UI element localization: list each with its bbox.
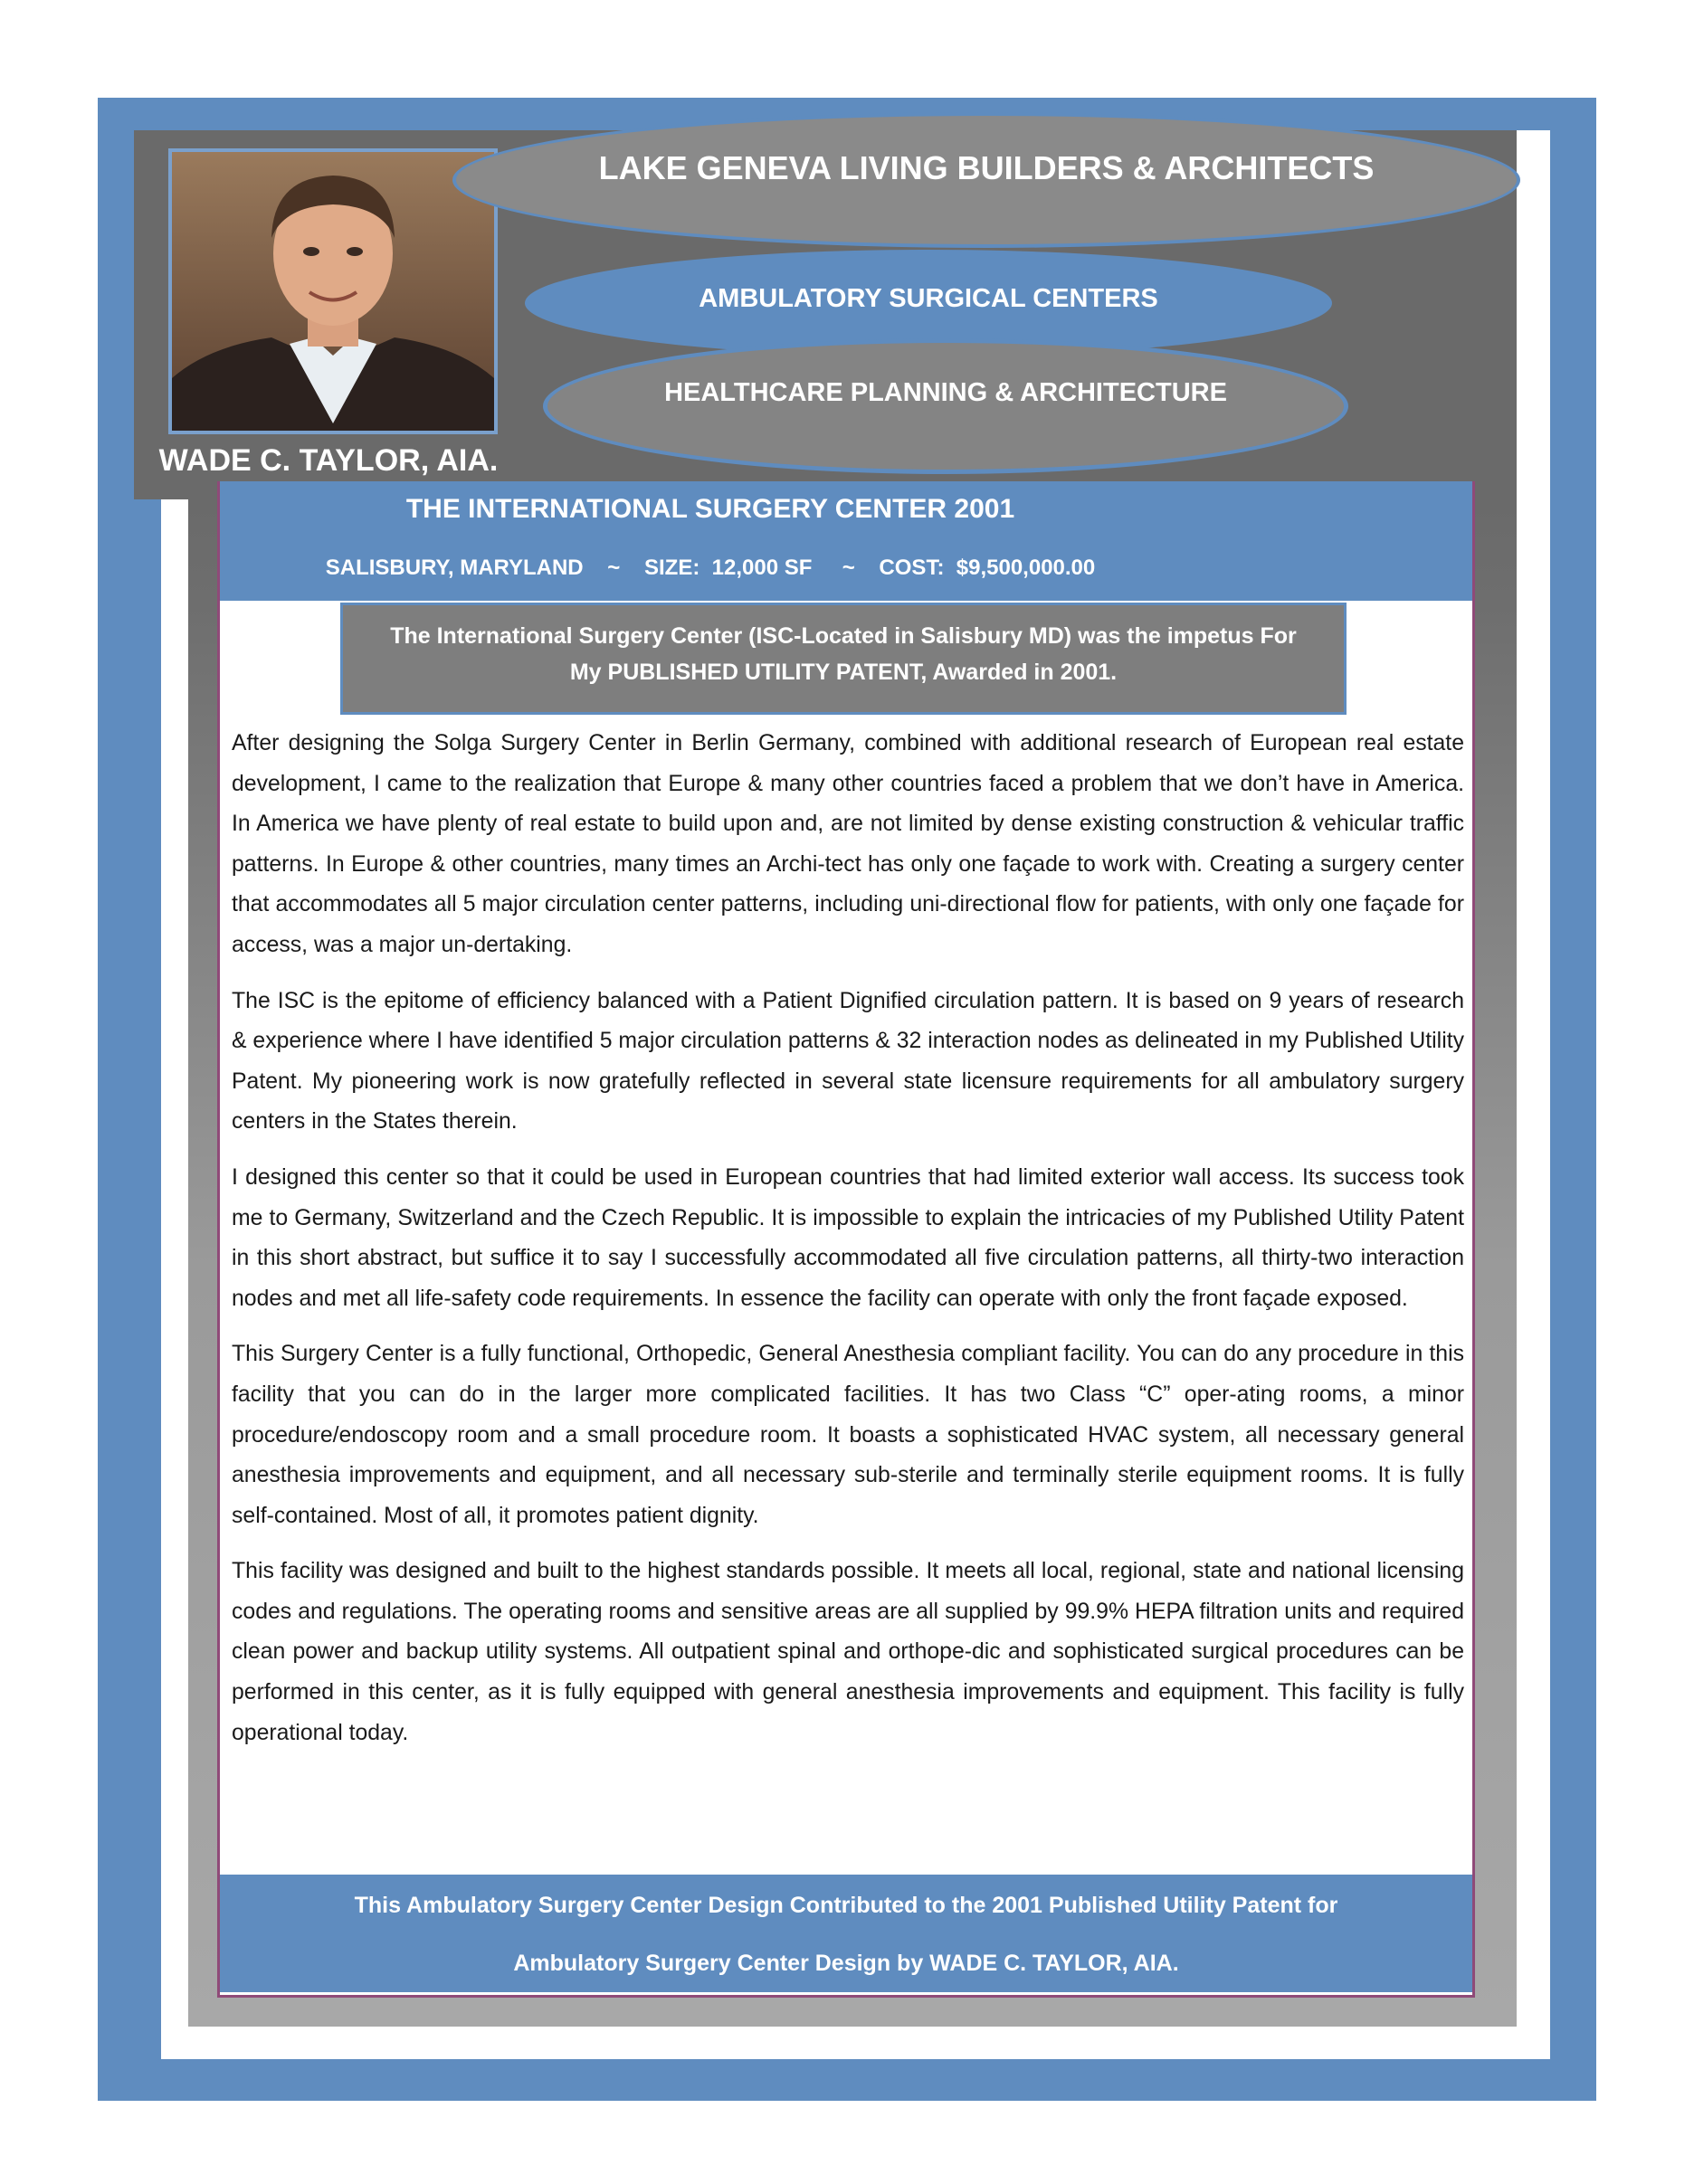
company-name-title: LAKE GENEVA LIVING BUILDERS & ARCHITECTS	[452, 112, 1520, 248]
project-banner	[220, 481, 1472, 601]
footer-line-1: This Ambulatory Surgery Center Design Contributed to the 2001 Published Utility Patent for	[354, 1893, 1338, 1918]
body-paragraph: This Surgery Center is a fully functional, Orthopedic, General Anesthesia compliant facility. You can do any procedure in this facility that you can do in the larger more complicated facilities. It has two Class “C” oper-ating rooms, a minor procedure/endoscopy room and a small procedure room. It boasts a sophisticated HVAC system, all necessary general anesthesia improvements and equipment, and all necessary sub-sterile and terminally sterile equipment rooms. It is fully self-contained. Most of all, it promotes patient dignity.	[232, 1342, 1464, 1528]
portrait-illustration	[172, 152, 494, 431]
body-paragraph: After designing the Solga Surgery Center in Berlin Germany, combined with additional research of European real estate development, I came to the realization that Europe & many other countries faced a problem that we don’t have in America. In America we have plenty of real estate to build upon and, are not limited by dense existing construction & vehicular traffic patterns. In Europe & other countries, many times an Archi-tect has only one façade to work with. Creating a surgery center that accommodates all 5 major circulation center patterns, including uni-directional flow for patients, with only one façade for access, was a major un-dertaking.	[232, 731, 1464, 957]
specialty-ambulatory-surgical-centers: AMBULATORY SURGICAL CENTERS	[525, 250, 1332, 356]
impetus-callout	[340, 603, 1347, 715]
body-paragraph: This facility was designed and built to the highest standards possible. It meets all local, regional, state and national licensing codes and regulations. The operating rooms and sensitive areas are all supplied by 99.9% HEPA filtration units and required clean power and backup utility systems. All outpatient spinal and orthope-dic and sophisticated surgical procedures can be performed in this center, as it is fully equipped with general anesthesia improvements and equipment. This facility is fully operational today.	[232, 1559, 1464, 1745]
specialty-healthcare-planning: HEALTHCARE PLANNING & ARCHITECTURE	[543, 338, 1348, 474]
project-title: THE INTERNATIONAL SURGERY CENTER 2001	[405, 494, 1015, 524]
architect-name-label: WADE C. TAYLOR, AIA.	[158, 443, 499, 478]
body-paragraph: I designed this center so that it could be used in European countries that had limited exterior wall access. Its success took me to Germany, Switzerland and the Czech Republic. It is impossible to explain the intricacies of my Published Utility Patent in this short abstract, but suffice it to say I successfully accommodated all five circulation patterns, all thirty-two interaction nodes and met all life-safety code requirements. In essence the facility can operate with only the front façade exposed.	[232, 1164, 1464, 1311]
architect-portrait-photo	[168, 148, 498, 434]
project-details: SALISBURY, MARYLAND ~ SIZE: 12,000 SF ~ COST: $9,500,000.00	[325, 555, 1096, 580]
body-paragraph: The ISC is the epitome of efficiency balanced with a Patient Dignified circulation pattern. It is based on 9 years of research & experience where I have identified 5 major circulation patterns & 32 interaction nodes as delineated in my Published Utility Patent. My pioneering work is now gratefully reflected in several state licensure requirements for all ambulatory surgery centers in the States therein.	[232, 988, 1464, 1135]
impetus-line-2: My PUBLISHED UTILITY PATENT, Awarded in 2001.	[569, 660, 1118, 685]
footer-banner	[220, 1875, 1472, 1992]
body-text	[232, 724, 1464, 1769]
footer-line-2: Ambulatory Surgery Center Design by WADE C. TAYLOR, AIA.	[513, 1951, 1179, 1976]
impetus-line-1: The International Surgery Center (ISC-Located in Salisbury MD) was the impetus For	[390, 623, 1297, 649]
